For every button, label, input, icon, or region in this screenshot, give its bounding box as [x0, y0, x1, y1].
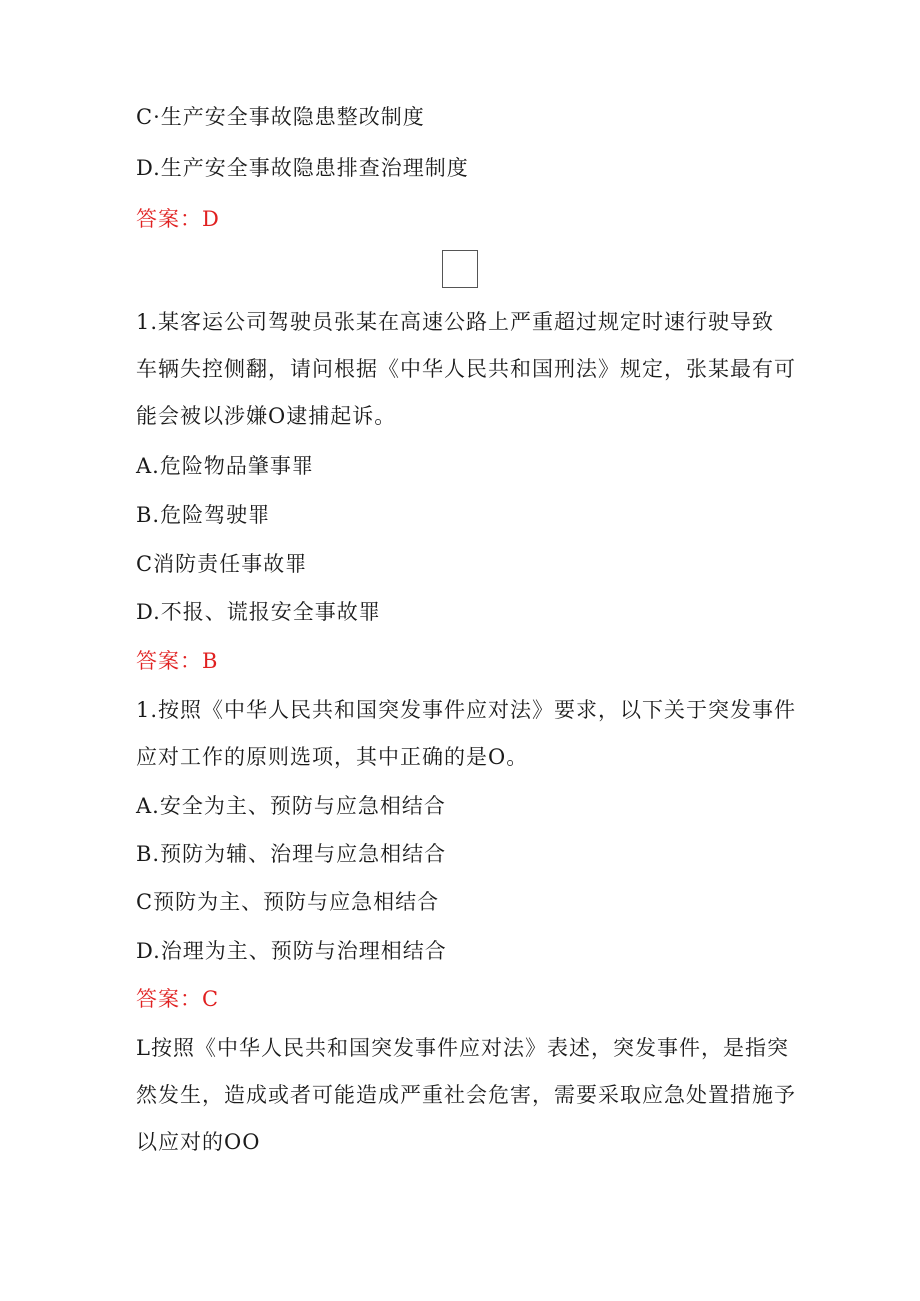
question-stem-line: 应对工作的原则选项，其中正确的是O。 [136, 745, 529, 769]
image-placeholder-box [442, 250, 478, 288]
option-c: C·生产安全事故隐患整改制度 [136, 105, 425, 129]
option-a: A.危险物品肇事罪 [136, 454, 314, 478]
option-b: B.预防为辅、治理与应急相结合 [136, 842, 447, 866]
question-stem-line: 1.某客运公司驾驶员张某在高速公路上严重超过规定时速行驶导致 [136, 310, 775, 334]
answer-label: 答案：B [136, 649, 219, 673]
option-d: D.不报、谎报安全事故罪 [136, 600, 381, 624]
question-stem-line: 然发生，造成或者可能造成严重社会危害，需要采取应急处置措施予 [136, 1083, 796, 1107]
answer-label: 答案：C [136, 987, 220, 1011]
option-c: C预防为主、预防与应急相结合 [136, 890, 440, 914]
question-stem-line: 能会被以涉嫌O逮捕起诉。 [136, 404, 397, 428]
option-b: B.危险驾驶罪 [136, 503, 271, 527]
answer-label: 答案：D [136, 207, 220, 231]
option-d: D.生产安全事故隐患排查治理制度 [136, 156, 469, 180]
question-stem-line: L按照《中华人民共和国突发事件应对法》表述，突发事件，是指突 [136, 1036, 789, 1060]
question-stem-line: 车辆失控侧翻，请问根据《中华人民共和国刑法》规定，张某最有可 [136, 357, 796, 381]
question-stem-line: 以应对的OO [136, 1130, 261, 1154]
option-a: A.安全为主、预防与应急相结合 [136, 794, 446, 818]
option-c: C消防责任事故罪 [136, 552, 308, 576]
question-stem-line: 1.按照《中华人民共和国突发事件应对法》要求，以下关于突发事件 [136, 698, 797, 722]
option-d: D.治理为主、预防与治理相结合 [136, 939, 447, 963]
